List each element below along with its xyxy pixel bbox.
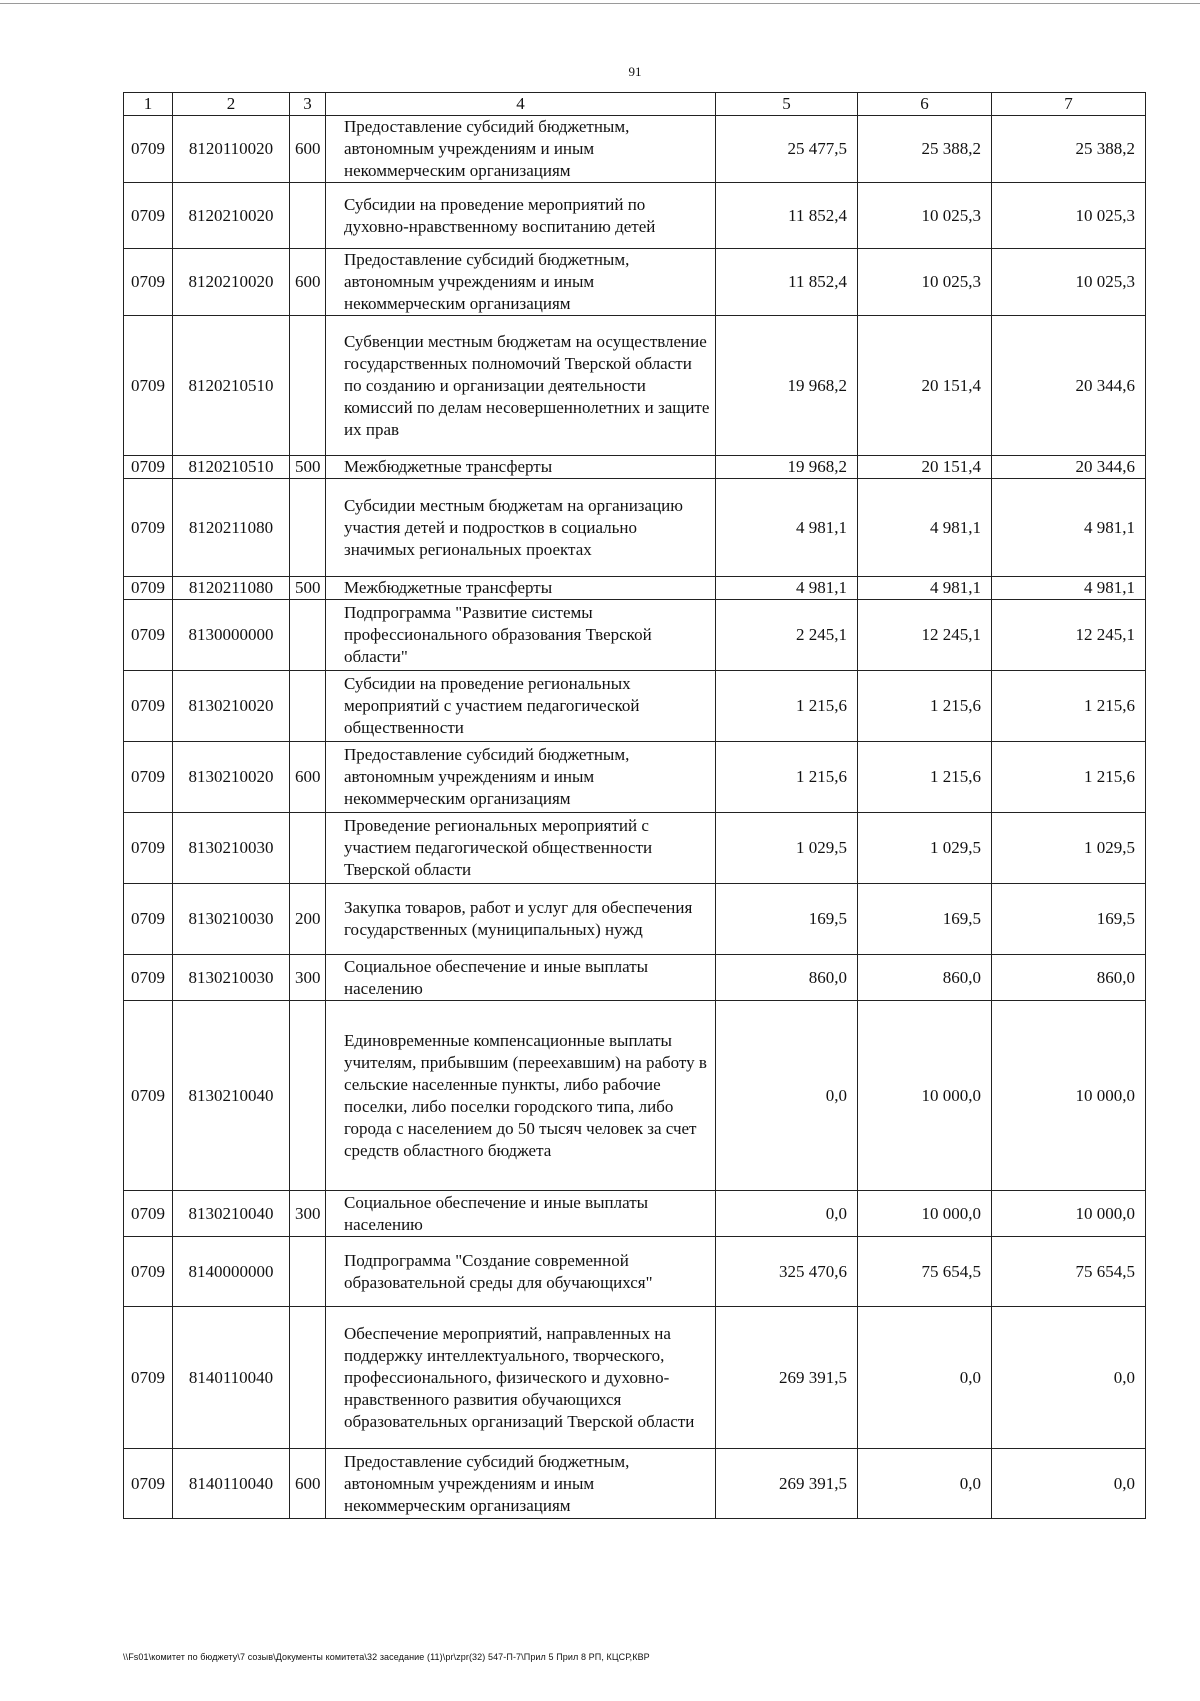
amount-col-5: 2 245,1	[716, 600, 858, 671]
target-article-code: 8120211080	[173, 577, 290, 600]
description: Предоставление субсидий бюджетным, автономным учреждениям и иным некоммерческим организациям	[326, 249, 716, 316]
amount-col-7: 20 344,6	[992, 316, 1146, 456]
table-row	[124, 1237, 1146, 1307]
description: Предоставление субсидий бюджетным, автономным учреждениям и иным некоммерческим организациям	[326, 116, 716, 183]
section-code: 0709	[124, 1237, 173, 1307]
expense-type-code	[290, 671, 326, 742]
table-header	[124, 93, 1146, 116]
amount-col-6: 10 025,3	[858, 183, 992, 249]
amount-col-6: 10 000,0	[858, 1191, 992, 1237]
amount-col-5: 169,5	[716, 884, 858, 955]
table-row	[124, 600, 1146, 671]
amount-col-7: 10 000,0	[992, 1191, 1146, 1237]
section-code: 0709	[124, 1001, 173, 1191]
amount-col-7: 169,5	[992, 884, 1146, 955]
section-code: 0709	[124, 1307, 173, 1449]
section-code: 0709	[124, 671, 173, 742]
section-code: 0709	[124, 456, 173, 479]
page-number: 91	[628, 64, 642, 79]
amount-col-5: 269 391,5	[716, 1449, 858, 1519]
expense-type-code: 300	[290, 1191, 326, 1237]
amount-col-6: 10 000,0	[858, 1001, 992, 1191]
section-code: 0709	[124, 249, 173, 316]
header-col-1: 1	[124, 93, 173, 116]
amount-col-7: 10 025,3	[992, 249, 1146, 316]
amount-col-7: 10 000,0	[992, 1001, 1146, 1191]
header-col-4: 4	[326, 93, 716, 116]
amount-col-5: 11 852,4	[716, 249, 858, 316]
amount-col-5: 0,0	[716, 1001, 858, 1191]
table-row	[124, 813, 1146, 884]
table-row	[124, 116, 1146, 183]
amount-col-7: 860,0	[992, 955, 1146, 1001]
target-article-code: 8130210040	[173, 1191, 290, 1237]
amount-col-6: 169,5	[858, 884, 992, 955]
expense-type-code: 600	[290, 1449, 326, 1519]
target-article-code: 8120211080	[173, 479, 290, 577]
amount-col-7: 1 215,6	[992, 742, 1146, 813]
expense-type-code: 500	[290, 456, 326, 479]
section-code: 0709	[124, 813, 173, 884]
target-article-code: 8130210030	[173, 955, 290, 1001]
amount-col-7: 12 245,1	[992, 600, 1146, 671]
target-article-code: 8130210040	[173, 1001, 290, 1191]
amount-col-5: 25 477,5	[716, 116, 858, 183]
amount-col-6: 20 151,4	[858, 316, 992, 456]
expense-type-code: 600	[290, 116, 326, 183]
section-code: 0709	[124, 479, 173, 577]
section-code: 0709	[124, 1191, 173, 1237]
section-code: 0709	[124, 577, 173, 600]
expense-type-code: 300	[290, 955, 326, 1001]
amount-col-5: 19 968,2	[716, 316, 858, 456]
target-article-code: 8130210020	[173, 671, 290, 742]
table-row	[124, 1449, 1146, 1519]
description: Обеспечение мероприятий, направленных на поддержку интеллектуального, творческого, профессионального, физического и духовно-нравственного развития обучающихся образовательных организаций Тверской области	[326, 1307, 716, 1449]
description: Предоставление субсидий бюджетным, автономным учреждениям и иным некоммерческим организациям	[326, 1449, 716, 1519]
table-row	[124, 742, 1146, 813]
amount-col-5: 1 029,5	[716, 813, 858, 884]
amount-col-5: 11 852,4	[716, 183, 858, 249]
table-body	[124, 116, 1146, 1519]
target-article-code: 8130000000	[173, 600, 290, 671]
amount-col-6: 4 981,1	[858, 577, 992, 600]
amount-col-7: 1 215,6	[992, 671, 1146, 742]
amount-col-7: 4 981,1	[992, 479, 1146, 577]
amount-col-6: 4 981,1	[858, 479, 992, 577]
target-article-code: 8120210020	[173, 249, 290, 316]
expense-type-code: 200	[290, 884, 326, 955]
amount-col-5: 19 968,2	[716, 456, 858, 479]
footer-file-path: \\Fs01\комитет по бюджету\7 созыв\Документы комитета\32 заседание (11)\pr\zpr(32) 547-П-7\Прил 5 Прил 8 РП, КЦСР,КВР	[123, 1652, 650, 1662]
section-code: 0709	[124, 600, 173, 671]
description: Субсидии на проведение мероприятий по духовно-нравственному воспитанию детей	[326, 183, 716, 249]
target-article-code: 8120210510	[173, 316, 290, 456]
amount-col-7: 10 025,3	[992, 183, 1146, 249]
table-row	[124, 577, 1146, 600]
table-row	[124, 955, 1146, 1001]
section-code: 0709	[124, 1449, 173, 1519]
amount-col-6: 20 151,4	[858, 456, 992, 479]
amount-col-6: 12 245,1	[858, 600, 992, 671]
description: Субсидии местным бюджетам на организацию участия детей и подростков в социально значимых региональных проектах	[326, 479, 716, 577]
description: Предоставление субсидий бюджетным, автономным учреждениям и иным некоммерческим организациям	[326, 742, 716, 813]
header-col-5: 5	[716, 93, 858, 116]
section-code: 0709	[124, 884, 173, 955]
target-article-code: 8140000000	[173, 1237, 290, 1307]
target-article-code: 8140110040	[173, 1307, 290, 1449]
header-col-3: 3	[290, 93, 326, 116]
description: Межбюджетные трансферты	[326, 577, 716, 600]
amount-col-5: 4 981,1	[716, 479, 858, 577]
expense-type-code	[290, 1307, 326, 1449]
table-row	[124, 456, 1146, 479]
amount-col-6: 10 025,3	[858, 249, 992, 316]
header-col-6: 6	[858, 93, 992, 116]
amount-col-6: 1 215,6	[858, 671, 992, 742]
amount-col-7: 0,0	[992, 1449, 1146, 1519]
amount-col-7: 20 344,6	[992, 456, 1146, 479]
table-row	[124, 249, 1146, 316]
expense-type-code	[290, 600, 326, 671]
table-row	[124, 316, 1146, 456]
amount-col-7: 75 654,5	[992, 1237, 1146, 1307]
amount-col-5: 325 470,6	[716, 1237, 858, 1307]
amount-col-6: 1 215,6	[858, 742, 992, 813]
amount-col-7: 25 388,2	[992, 116, 1146, 183]
amount-col-6: 1 029,5	[858, 813, 992, 884]
amount-col-5: 860,0	[716, 955, 858, 1001]
amount-col-7: 1 029,5	[992, 813, 1146, 884]
amount-col-7: 0,0	[992, 1307, 1146, 1449]
amount-col-6: 75 654,5	[858, 1237, 992, 1307]
table-row	[124, 671, 1146, 742]
description: Межбюджетные трансферты	[326, 456, 716, 479]
table-row	[124, 479, 1146, 577]
amount-col-5: 0,0	[716, 1191, 858, 1237]
description: Закупка товаров, работ и услуг для обеспечения государственных (муниципальных) нужд	[326, 884, 716, 955]
description: Проведение региональных мероприятий с участием педагогической общественности Тверской области	[326, 813, 716, 884]
expense-type-code	[290, 813, 326, 884]
section-code: 0709	[124, 116, 173, 183]
header-col-7: 7	[992, 93, 1146, 116]
description: Социальное обеспечение и иные выплаты населению	[326, 1191, 716, 1237]
description: Социальное обеспечение и иные выплаты населению	[326, 955, 716, 1001]
table-row	[124, 183, 1146, 249]
table-row	[124, 1001, 1146, 1191]
amount-col-6: 0,0	[858, 1307, 992, 1449]
expense-type-code	[290, 316, 326, 456]
expense-type-code	[290, 1237, 326, 1307]
amount-col-5: 1 215,6	[716, 742, 858, 813]
description: Единовременные компенсационные выплаты учителям, прибывшим (переехавшим) на работу в сельские населенные пункты, либо рабочие поселки, либо поселки городского типа, либо города с населением до 50 тысяч человек за счет средств областного бюджета	[326, 1001, 716, 1191]
description: Субсидии на проведение региональных мероприятий с участием педагогической общественности	[326, 671, 716, 742]
description: Подпрограмма "Развитие системы профессионального образования Тверской области"	[326, 600, 716, 671]
expense-type-code: 600	[290, 249, 326, 316]
expense-type-code: 600	[290, 742, 326, 813]
header-row	[124, 93, 1146, 116]
expense-type-code	[290, 479, 326, 577]
amount-col-7: 4 981,1	[992, 577, 1146, 600]
header-col-2: 2	[173, 93, 290, 116]
section-code: 0709	[124, 742, 173, 813]
expense-type-code: 500	[290, 577, 326, 600]
description: Субвенции местным бюджетам на осуществление государственных полномочий Тверской области по созданию и организации деятельности комиссий по делам несовершеннолетних и защите их прав	[326, 316, 716, 456]
target-article-code: 8140110040	[173, 1449, 290, 1519]
amount-col-6: 25 388,2	[858, 116, 992, 183]
description: Подпрограмма "Создание современной образовательной среды для обучающихся"	[326, 1237, 716, 1307]
target-article-code: 8120210510	[173, 456, 290, 479]
top-rule	[0, 3, 1200, 4]
amount-col-5: 269 391,5	[716, 1307, 858, 1449]
target-article-code: 8130210030	[173, 884, 290, 955]
target-article-code: 8130210020	[173, 742, 290, 813]
budget-table	[123, 92, 1146, 1519]
target-article-code: 8130210030	[173, 813, 290, 884]
amount-col-6: 0,0	[858, 1449, 992, 1519]
amount-col-5: 1 215,6	[716, 671, 858, 742]
section-code: 0709	[124, 955, 173, 1001]
expense-type-code	[290, 1001, 326, 1191]
amount-col-5: 4 981,1	[716, 577, 858, 600]
section-code: 0709	[124, 316, 173, 456]
section-code: 0709	[124, 183, 173, 249]
amount-col-6: 860,0	[858, 955, 992, 1001]
expense-type-code	[290, 183, 326, 249]
table-row	[124, 884, 1146, 955]
target-article-code: 8120110020	[173, 116, 290, 183]
table-row	[124, 1307, 1146, 1449]
table-row	[124, 1191, 1146, 1237]
target-article-code: 8120210020	[173, 183, 290, 249]
